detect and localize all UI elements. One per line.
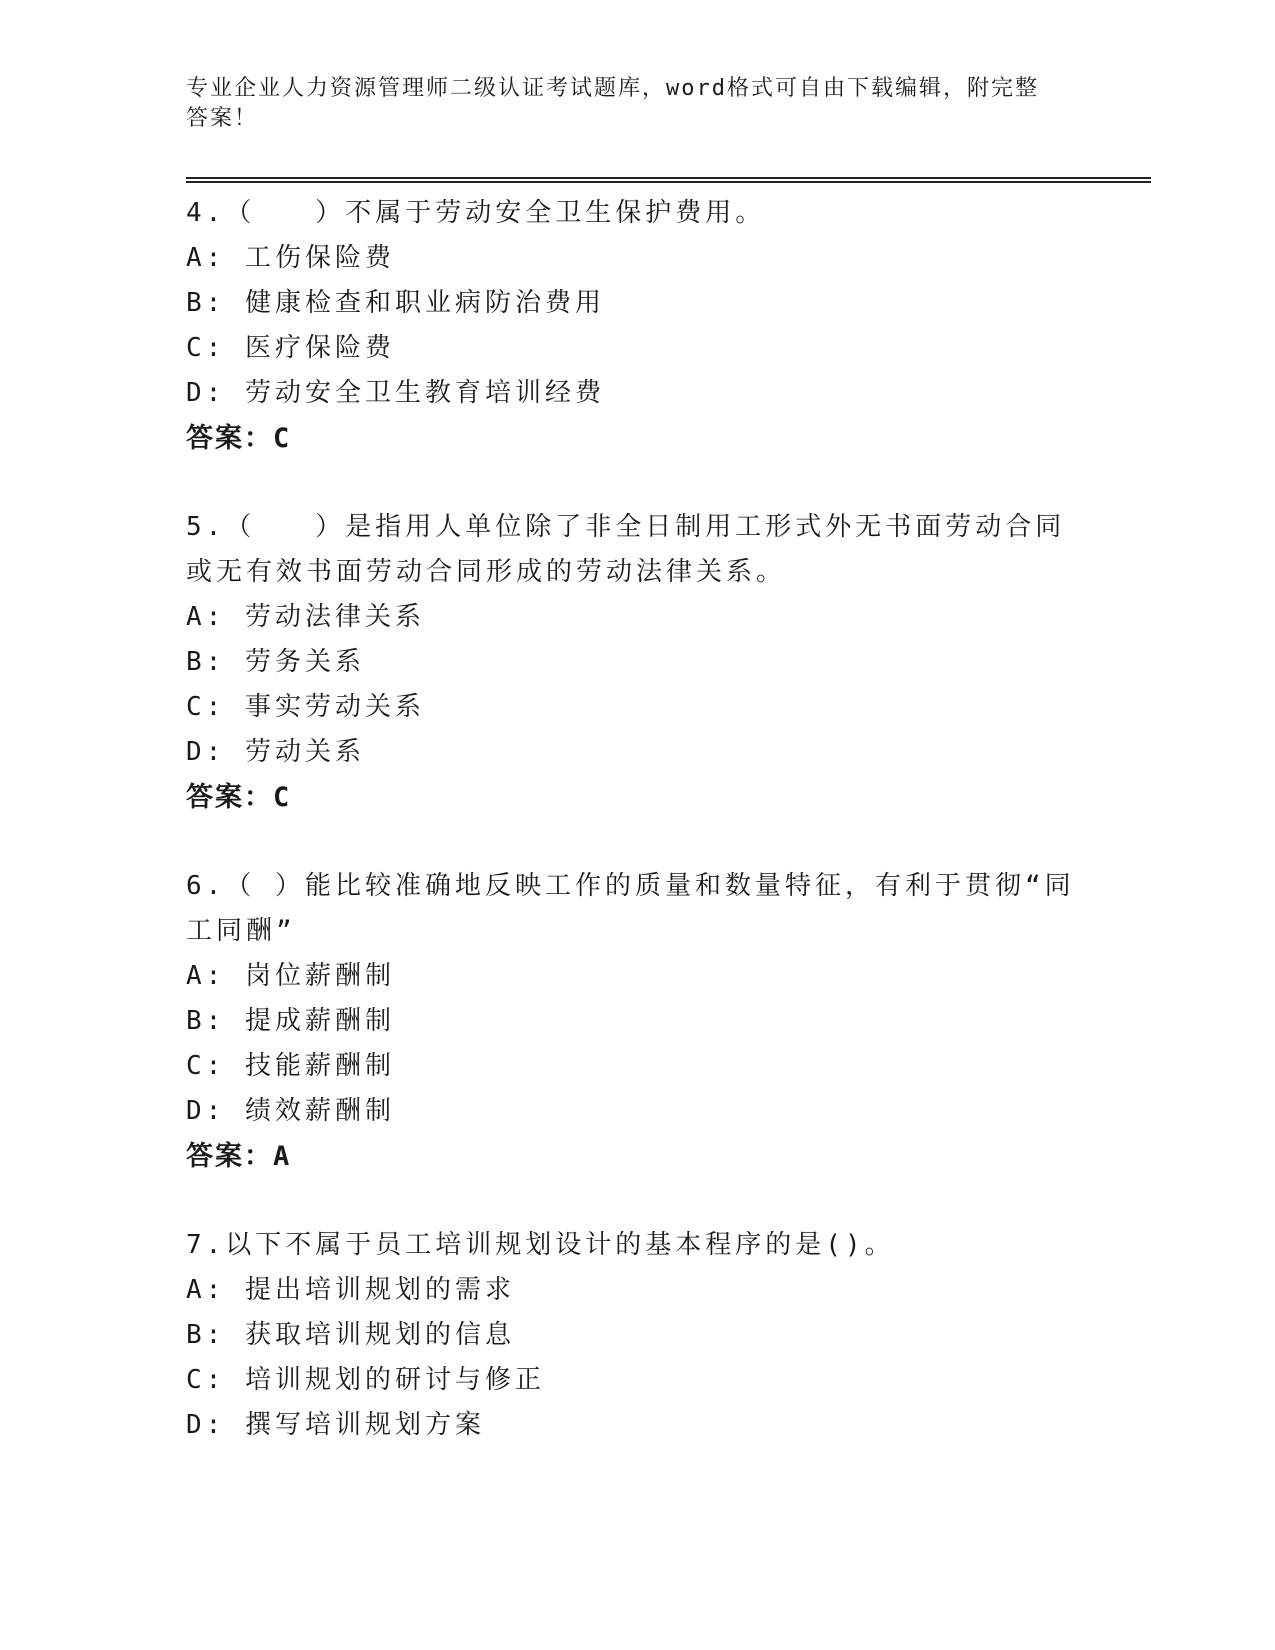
- header-divider-top: [186, 177, 1151, 179]
- option-text: 劳动安全卫生教育培训经费: [244, 378, 605, 408]
- option-c: [186, 685, 1086, 730]
- option-d: [186, 1089, 1086, 1134]
- option-a: [186, 236, 1086, 281]
- option-label: C:: [186, 333, 226, 363]
- question-item: [186, 864, 1086, 1179]
- option-text: 事实劳动关系: [244, 692, 425, 722]
- answer-text: 答案：A: [186, 1141, 292, 1172]
- option-text: 工伤保险费: [244, 243, 395, 273]
- option-c: [186, 326, 1086, 371]
- question-item: [186, 191, 1086, 461]
- option-label: D:: [186, 1096, 226, 1126]
- option-a: [186, 954, 1086, 999]
- question-item: [186, 1223, 1086, 1448]
- option-c: [186, 1358, 1086, 1403]
- option-label: B:: [186, 1320, 226, 1350]
- option-text: 岗位薪酬制: [244, 961, 395, 991]
- header-line-1: 专业企业人力资源管理师二级认证考试题库，word格式可自由下载编辑，附完整: [186, 76, 1039, 101]
- answer-text: 答案：C: [186, 423, 292, 454]
- option-label: A:: [186, 1275, 226, 1305]
- option-text: 劳动法律关系: [244, 602, 425, 632]
- option-label: A:: [186, 243, 226, 273]
- option-text: 绩效薪酬制: [244, 1096, 395, 1126]
- option-a: [186, 595, 1086, 640]
- option-text: 健康检查和职业病防治费用: [244, 288, 605, 318]
- option-label: C:: [186, 1051, 226, 1081]
- option-d: [186, 730, 1086, 775]
- option-d: [186, 1403, 1086, 1448]
- option-label: B:: [186, 647, 226, 677]
- option-text: 提出培训规划的需求: [244, 1275, 515, 1305]
- option-label: B:: [186, 288, 226, 318]
- option-label: D:: [186, 737, 226, 767]
- option-text: 医疗保险费: [244, 333, 395, 363]
- document-header: [186, 74, 1066, 134]
- header-divider-bottom: [186, 181, 1151, 183]
- option-text: 技能薪酬制: [244, 1051, 395, 1081]
- option-b: [186, 281, 1086, 326]
- question-text: 7.以下不属于员工培训规划设计的基本程序的是()。: [186, 1230, 895, 1260]
- question-text: 5.（ ）是指用人单位除了非全日制用工形式外无书面劳动合同或无有效书面劳动合同形成的劳动法律关系。: [186, 512, 1066, 587]
- option-d: [186, 371, 1086, 416]
- option-text: 劳务关系: [244, 647, 365, 677]
- question-text: 6.（ ）能比较准确地反映工作的质量和数量特征，有利于贯彻“同工同酬”: [186, 871, 1075, 946]
- option-text: 劳动关系: [244, 737, 365, 767]
- question-text: 4.（ ）不属于劳动安全卫生保护费用。: [186, 198, 766, 228]
- option-label: B:: [186, 1006, 226, 1036]
- option-text: 提成薪酬制: [244, 1006, 395, 1036]
- header-line-2: 答案！: [186, 106, 259, 131]
- option-b: [186, 999, 1086, 1044]
- option-label: C:: [186, 1365, 226, 1395]
- option-text: 培训规划的研讨与修正: [244, 1365, 545, 1395]
- option-label: C:: [186, 692, 226, 722]
- option-label: D:: [186, 1410, 226, 1440]
- option-a: [186, 1268, 1086, 1313]
- option-label: D:: [186, 378, 226, 408]
- question-list: [186, 191, 1086, 1492]
- answer-text: 答案：C: [186, 782, 292, 813]
- option-text: 撰写培训规划方案: [244, 1410, 485, 1440]
- option-label: A:: [186, 602, 226, 632]
- option-c: [186, 1044, 1086, 1089]
- option-b: [186, 640, 1086, 685]
- option-label: A:: [186, 961, 226, 991]
- option-b: [186, 1313, 1086, 1358]
- option-text: 获取培训规划的信息: [244, 1320, 515, 1350]
- question-item: [186, 505, 1086, 820]
